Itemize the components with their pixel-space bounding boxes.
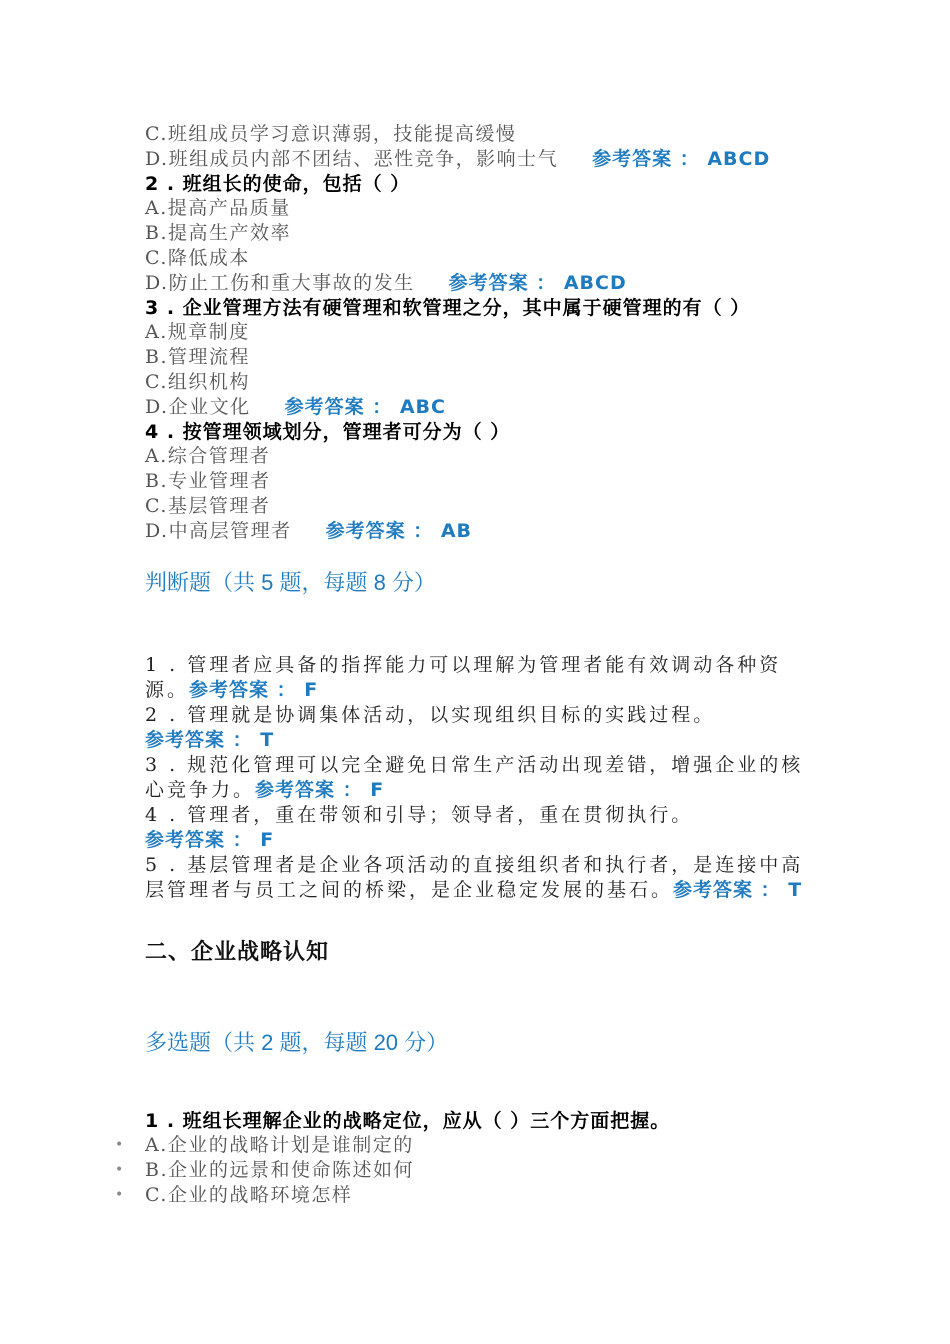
reference-answer: 参考答案 ： ABCD	[448, 271, 627, 294]
option-text: B.专业管理者	[145, 470, 271, 493]
section-title-multi: 多选题（共 2 题，每题 20 分）	[145, 1029, 449, 1055]
option-text: C.班组成员学习意识薄弱，技能提高缓慢	[145, 123, 517, 145]
option-text: C.基层管理者	[145, 494, 271, 517]
reference-answer: 参考答案 ： ABCD	[592, 147, 771, 170]
question-stem: 3 . 企业管理方法有硬管理和软管理之分，其中属于硬管理的有（ ）	[145, 296, 751, 319]
option-text: D.企业文化	[145, 395, 251, 418]
judge-text: 5 . 基层管理者是企业各项活动的直接组织者和执行者，是连接中高	[145, 853, 804, 876]
option-with-answer	[145, 519, 825, 544]
option-text: A.规章制度	[145, 321, 250, 344]
judge-text: 心竞争力。	[145, 778, 256, 801]
option-text: D.班组成员内部不团结、恶性竞争，影响士气	[145, 147, 559, 170]
question-stem: 1 . 班组长理解企业的战略定位，应从（ ）三个方面把握。	[145, 1109, 671, 1132]
option-list	[145, 1133, 825, 1207]
reference-answer: 参考答案 ： T	[145, 728, 275, 751]
question-stem: 2 . 班组长的使命，包括（ ）	[145, 172, 411, 195]
option-text: D.中高层管理者	[145, 519, 292, 542]
document-page	[145, 122, 825, 1208]
section-title-judge: 判断题（共 5 题，每题 8 分）	[145, 569, 436, 595]
option-text: A.提高产品质量	[145, 197, 291, 220]
option-text: A.综合管理者	[145, 445, 271, 468]
option-text: B.管理流程	[145, 346, 251, 369]
reference-answer: 参考答案 ： T	[673, 878, 803, 901]
option-text: D.防止工伤和重大事故的发生	[145, 271, 415, 294]
reference-answer: 参考答案 ： ABC	[284, 395, 446, 418]
list-item: • C.企业的战略环境怎样	[145, 1183, 825, 1208]
judge-item	[145, 653, 810, 703]
list-item: • A.企业的战略计划是谁制定的	[145, 1133, 825, 1158]
judge-text: 4 . 管理者，重在带领和引导；领导者，重在贯彻执行。	[145, 803, 694, 826]
judge-text: 2 . 管理就是协调集体活动，以实现组织目标的实践过程。	[145, 703, 716, 726]
judge-text: 层管理者与员工之间的桥梁，是企业稳定发展的基石。	[145, 878, 674, 901]
option-text: C.降低成本	[145, 246, 250, 269]
reference-answer: 参考答案 ： F	[189, 678, 319, 701]
judge-item	[145, 803, 810, 853]
judge-item	[145, 753, 810, 803]
option-text: C.组织机构	[145, 370, 250, 393]
reference-answer: 参考答案 ： F	[255, 778, 385, 801]
judge-text: 3 . 规范化管理可以完全避免日常生产活动出现差错，增强企业的核	[145, 753, 804, 776]
reference-answer: 参考答案 ： F	[145, 828, 275, 851]
judge-item	[145, 703, 810, 753]
judge-item	[145, 853, 810, 903]
option-with-answer	[145, 147, 825, 172]
question-stem: 4 . 按管理领域划分，管理者可分为（ ）	[145, 420, 511, 443]
option-with-answer	[145, 271, 825, 296]
judge-text: 1 . 管理者应具备的指挥能力可以理解为管理者能有效调动各种资	[145, 653, 782, 676]
reference-answer: 参考答案 ： AB	[325, 519, 473, 542]
judge-text: 源。	[145, 678, 190, 701]
section-heading: 二、企业战略认知	[145, 939, 330, 965]
list-item: • B.企业的远景和使命陈述如何	[145, 1158, 825, 1183]
option-with-answer	[145, 395, 825, 420]
option-text: B.提高生产效率	[145, 222, 292, 245]
